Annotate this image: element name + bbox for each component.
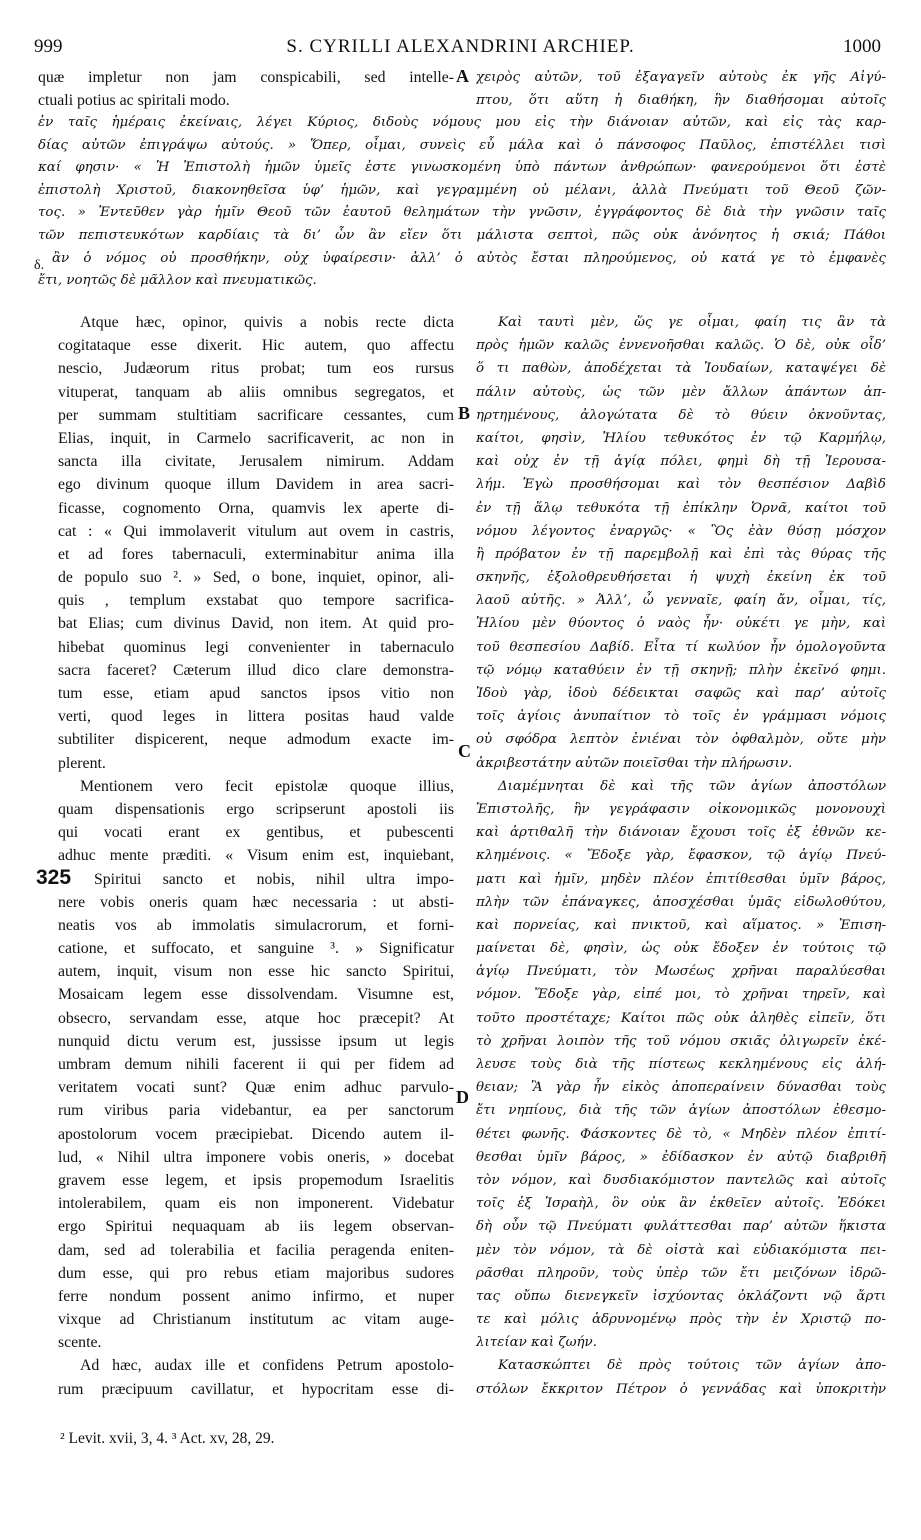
text-line: ηρτημένους, ἀλογώτατα δὲ τὸ θύειν ὀκνοῦντας, (476, 407, 886, 423)
text-line: στόλων ἔκκριτον Πέτρον ὁ γεννάδας καὶ ὑποκριτὴν (476, 1381, 886, 1397)
text-line: ἀκριβεστάτην αὐτῶν ποιεῖσθαι τὴν πλήρωσιν. (476, 755, 793, 771)
text-line: et ad fores tabernaculi, exterminabitur anima illa (58, 545, 454, 563)
text-line: τοῖς ἁγίοις ἀνυπαίτιον τὸ τοῖς ἐν γράμμασι νόμοις (476, 709, 886, 725)
text-line: Ἐπιστολῆς, ἣν γεγράφασιν οἰκονομικῶς μονονουχὶ (476, 801, 886, 817)
text-line: θειαν; Ἃ γὰρ ἦν εἰκὸς ἀποπεραίνειν δύνασθαι τοὺς (476, 1080, 886, 1096)
text-line: hibebat quominus legi convenienter in tabernaculo (58, 638, 454, 656)
text-line: Καὶ ταυτὶ μὲν, ὥς γε οἶμαι, φαίη τις ἂν τὰ (498, 315, 886, 330)
text-line: quis , templum exstabat quo tempore sacrifica- (58, 592, 454, 610)
footnotes: ² Levit. xvii, 3, 4. ³ Act. xv, 28, 29. (60, 1430, 275, 1447)
greek-column (476, 311, 886, 1401)
text-line: quæ impletur non jam conspicabili, sed intelle- (38, 69, 454, 86)
text-line: rum viribus paria videbantur, ea per sanctorum (58, 1102, 454, 1120)
text-line: rum præcipuum cavillatur, et hypocritam esse di- (58, 1380, 454, 1398)
text-line: ficasse, cognomento Orna, quamvis lex aperte di- (58, 499, 454, 517)
text-line: gravem esse legem, et ipsis propemodum Israelitis (58, 1171, 454, 1189)
text-line: vixque ad Christianum institutum ac vitam auge- (58, 1311, 454, 1329)
text-line: sacra faceret? Cæterum illud dico clare demonstra- (58, 661, 454, 679)
text-line: autem, inquit, visum non esse hic sancto Spiritui, (58, 963, 454, 981)
text-line: οὐ σφόδρα λεπτὸν ἐνιέναι τὸν ὀφθαλμὸν, οὔτε μὴν (476, 732, 886, 748)
text-line: dam, sed ad tolerabilia et facilia peragenda eniten- (58, 1241, 454, 1259)
text-line: θεσθαι ὑμῖν βάρος, » ἐδίδασκον ἐν αὐτῷ διαβριθῆ (476, 1149, 886, 1165)
text-line: ὅ τι παθὼν, ἀποδέχεται τὰ Ἰουδαίων, καταψέγει δὲ (476, 361, 886, 377)
text-line: τὸ χρῆναι λοιπὸν τῆς τοῦ νόμου σκιᾶς ὀλιγωρεῖν ἐκέ- (476, 1033, 886, 1049)
text-line: nescio, Judæorum ritus probat; tum eos rursus (58, 360, 454, 378)
text-line: μὲν τὸν νόμον, τὰ δὲ οἰστὰ καὶ εὐδιακόμιστα πει- (476, 1242, 886, 1258)
text-line: ἂν ὁ νόμος οὐ προσθήκην, οὐχ ὑφαίρεσιν· ἀλλ’ ὁ αὐτὸς ἔσται πληρούμενος, οὐ κατά γε τὸ ἐμφανὲς (52, 250, 886, 266)
text-line: qui vocati erant ex gentibus, et pubescenti (58, 824, 454, 842)
text-line: καὶ οὐχ ἐν τῇ ἁγίᾳ πόλει, φημὶ δὴ τῇ Ἱερουσα- (476, 454, 886, 470)
marginal-number: 325 (36, 866, 72, 889)
text-line: δίας αὐτῶν ἐπιγράψω αὐτούς. » Ὅπερ, οἶμαι, συνεὶς εὖ μάλα καὶ ὁ πάνσοφος Παῦλος, ἐπιστέλλει τισὶ (38, 137, 886, 153)
text-line: χειρὸς αὐτῶν, τοῦ ἐξαγαγεῖν αὐτοὺς ἐκ γῆς Αἰγύ- (476, 70, 886, 85)
text-line: Ad hæc, audax ille et confidens Petrum apostolo- (80, 1357, 454, 1375)
text-line: καίτοι, φησὶν, Ἠλίου τεθυκότος ἐν τῷ Καρμήλῳ, (476, 430, 886, 446)
text-line: umbram demum nihili facerent ii qui per fidem ad (58, 1056, 454, 1073)
text-line: intolerabilem, quam eis non imponerent. Videbatur (58, 1195, 454, 1213)
text-line: bat Elias; cum divinus David, non item. At quid pro- (58, 615, 454, 633)
margin-marker-a: A (456, 66, 469, 86)
text-line: per summam stultitiam sacrificare cessantes, cum (58, 406, 454, 424)
text-line: τῶν πεπιστευκότων καρδίαις τὰ δι’ ὧν ἂν εἴεν ὅτι μάλιστα σεπτοὶ, πῶς οὐκ ἀνόνητος ἡ σκιά; Πάθοι (38, 227, 886, 243)
text-line: δὴ οὖν τῷ Πνεύματι φυλάττεσθαι παρ’ αὐτῶν ἥκιστα (476, 1219, 886, 1235)
full-width-greek (38, 112, 886, 293)
text-line: κλημένοις. « Ἔδοξε γὰρ, ἔφασκον, τῷ ἁγίῳ Πνεύ- (476, 848, 886, 864)
text-line: τῷ νόμῳ καταθύειν ἐν τῇ σκηνῇ; πλὴν ἐκεῖνό φημι. (476, 662, 886, 678)
text-line: σκηνῆς, ἐξολοθρευθήσεται ἡ ψυχὴ ἐκείνη ἐκ τοῦ (476, 570, 886, 586)
text-line: ἔτι, νοητῶς δὲ μᾶλλον καὶ πνευματικῶς. (38, 273, 317, 289)
text-line: τος. » Ἐντεῦθεν γὰρ ἡμῖν Θεοῦ τῶν ἑαυτοῦ θελημάτων τὴν γνῶσιν, ἐγγράφοντος δὲ διὰ τὴν γνῶσιν ταῖς (38, 205, 886, 221)
text-line: nunquid dictu verum est, jussisse ipsum ut legis (58, 1032, 454, 1050)
text-line: Elias, inquit, in Carmelo sacrificaverit, ac non in (58, 429, 454, 447)
text-line: ἐν τῇ ἅλῳ τεθυκότα τῇ ἐπίκλην Ὀρνᾶ, καίτοι τοῦ (476, 500, 886, 516)
text-line: tum esse, etiam apud sanctos ipsos vitio non (58, 685, 454, 702)
text-line: ἁγίῳ Πνεύματι, τὸν Μωσέως χρῆναι παραλύεσθαι (476, 964, 886, 980)
text-line: sancta illa civitate, Jerusalem nimirum. Addam (58, 453, 454, 471)
text-line: apostolorum vocem præcipiebat. Dicendo autem il- (58, 1125, 454, 1143)
text-line: ἐπιστολὴ Χριστοῦ, διακονηθεῖσα ὑφ’ ἡμῶν, καὶ γεγραμμένη οὐ μέλανι, ἀλλὰ Πνεύματι τοῦ Θεοῦ ζῶν- (38, 182, 886, 198)
text-line: plerent. (58, 754, 106, 772)
text-line: τε καὶ μόλις ἁδρυνομένῳ πρὸς τὴν ἐν Χριστῷ πο- (476, 1312, 886, 1328)
text-line: καί φησιν· « Ἡ Ἐπιστολὴ ἡμῶν ὑμεῖς ἐστε γινωσκομένη ὑπὸ πάντων ἀνθρώπων· φανερούμενοι ὅτι ἐστὲ (38, 160, 886, 176)
text-line: ματι καὶ ἡμῖν, μηδὲν πλέον ἐπιτίθεσθαι ὑμῖν βάρος, (476, 871, 886, 887)
text-line: καὶ πορνείας, καὶ πνικτοῦ, καὶ αἵματος. » Ἐπιση- (476, 917, 886, 933)
text-line: ferre nondum possent animo infirmo, et nuper (58, 1287, 454, 1305)
text-line: Mentionem vero fecit epistolæ quoque illius, (80, 777, 454, 795)
text-line: μαίνεται δὲ, φησὶν, ὡς οὐκ ἔδοξεν ἐν τούτοις τῷ (476, 941, 886, 957)
text-line: subtiliter dispicerent, neque admodum exacte im- (58, 731, 454, 749)
text-line: lud, « Nihil ultra imponere vobis oneris, » docebat (58, 1148, 454, 1166)
text-line: verti, quod leges in littera positas haud valde (58, 708, 454, 726)
margin-marker-b: B (458, 403, 471, 423)
text-line: λήμ. Ἐγὼ προσθήσομαι καὶ τὸν θεσπέσιον Δαβὶδ (476, 477, 886, 493)
text-line: ego divinum quoque illum Davidem in area sacri- (58, 476, 454, 494)
text-line: ἢ πρόβατον ἐν τῇ παρεμβολῇ καὶ ἐπὶ τὰς θύρας τῆς (476, 546, 886, 562)
text-line: καὶ ἀρτιθαλῆ τὴν διάνοιαν ἔχουσι τοῖς ἐξ ἐθνῶν κε- (476, 825, 886, 841)
text-line: Κατασκώπτει δὲ πρὸς τούτοις τῶν ἁγίων ἀπο- (498, 1358, 886, 1374)
text-line: Ἠλίου μὲν θύοντος ὁ ναὸς ἦν· οὐκέτι γε μὴν, καὶ (476, 616, 886, 632)
text-line: Ἰδοὺ γὰρ, ἰδοὺ δέδεικται σαφῶς καὶ παρ’ αὐτοῖς (476, 686, 886, 701)
page-number-right: 1000 (843, 36, 881, 57)
text-line: Spiritui sancto et nobis, nihil ultra impo- (94, 870, 454, 888)
text-line: τὸν νόμον, καὶ δυσδιακόμιστον παντελῶς καὶ αὐτοῖς (476, 1172, 886, 1188)
page-number-left: 999 (34, 36, 63, 57)
text-line: cat : « Qui immolaverit vitulum aut ovem in castris, (58, 522, 454, 540)
top-greek-lines (476, 66, 886, 112)
top-latin-lines (38, 66, 454, 112)
margin-marker-d: D (456, 1087, 469, 1107)
running-title: S. CYRILLI ALEXANDRINI ARCHIEP. (286, 36, 635, 57)
text-line: cogitataque esse dixerit. Hic autem, quo affectu (58, 337, 454, 355)
text-line: de populo suo ². » Sed, o bone, inquiet, opinor, ali- (58, 569, 454, 587)
text-line: πάλιν αὐτοὺς, ὡς τῶν μὲν ἄλλων ἁπάντων ἀπ- (476, 384, 886, 400)
text-line: τας οὔπω διενεγκεῖν ἰσχύοντας ὀκλάζοντι νῷ ἄρτι (476, 1288, 886, 1304)
latin-column (58, 311, 454, 1401)
text-line: πρὸς ἡμῶν καλῶς ἐννενοῆσθαι καλῶς. Ὁ δὲ, οὐκ οἶδ’ (476, 338, 886, 354)
margin-marker-c: C (458, 741, 471, 761)
text-line: νόμου λέγοντος ἐναργῶς· « Ὃς ἐὰν θύσῃ μόσχον (476, 523, 886, 539)
text-line: νόμον. Ἔδοξε γὰρ, εἰπέ μοι, τὸ χρῆναι τηρεῖν, καὶ (476, 987, 886, 1003)
text-line: Atque hæc, opinor, quivis a nobis recte dicta (80, 314, 454, 331)
page-header (0, 36, 921, 62)
text-line: dum esse, qui pro rebus etiam majoribus sudores (58, 1264, 454, 1282)
text-line: πλὴν τῶν ἐπάναγκες, ἀποσχέσθαι ὑμᾶς εἰδωλοθύτου, (476, 894, 886, 910)
text-line: adhuc mente præditi. « Visum enim est, inquiebant, (58, 847, 454, 865)
text-line: ctuali potius ac spiritali modo. (38, 92, 230, 110)
text-line: Διαμέμνηται δὲ καὶ τῆς τῶν ἁγίων ἀποστόλων (498, 778, 886, 794)
text-line: catione, et suffocato, et sanguine ³. » Significatur (58, 940, 454, 958)
text-line: scente. (58, 1334, 102, 1352)
text-line: ρᾶσθαι πληροῦν, τοὺς ὑπὲρ τῶν ἔτι μειζόνων ἱδρῶ- (476, 1265, 886, 1281)
margin-marker-delta: δ. (34, 258, 45, 273)
text-line: Mosaicam legem esse dissolvendam. Visumne est, (58, 986, 454, 1004)
text-line: πτου, ὅτι αὕτη ἡ διαθήκη, ἣν διαθήσομαι αὐτοῖς (476, 93, 886, 109)
text-line: τοῖς ἐξ Ἰσραὴλ, ὃν οὐκ ἂν ἐκθεῖεν αὐτοῖς. Ἐδόκει (476, 1196, 886, 1212)
text-line: λιτείαν καὶ ζωήν. (476, 1335, 597, 1351)
text-line: veritatem vocati sunt? Quæ enim adhuc parvulo- (58, 1079, 454, 1097)
text-line: quam dispensationis ergo scripserunt apostoli iis (58, 800, 454, 818)
text-line: λευσε τοὺς διὰ τῆς πίστεως κεκλημένους εἰς ἀλή- (476, 1057, 886, 1072)
text-line: neatis vos ab immolatis simulacrorum, et forni- (58, 916, 454, 934)
text-line: τοῦ θεσπεσίου Δαβίδ. Εἶτα τί κωλύον ἦν ὁμολογοῦντα (476, 639, 886, 655)
text-line: λαοῦ αὐτῆς. » Ἀλλ’, ὦ γενναῖε, φαίη ἄν, οἶμαι, τίς, (476, 593, 886, 609)
text-line: ἐν ταῖς ἡμέραις ἐκείναις, λέγει Κύριος, διδοὺς νόμους μου εἰς τὴν διάνοιαν αὐτῶν, καὶ εἰς τὰς καρ- (38, 115, 886, 130)
text-line: obsecro, servandam esse, atque hoc præcepit? At (58, 1009, 454, 1027)
text-line: τοῦτο προστέταχε; Καίτοι πῶς οὐκ ἀληθὲς εἰπεῖν, ὅτι (476, 1010, 886, 1026)
text-line: vituperat, tanquam ab aliis omnibus segregatos, et (58, 383, 454, 401)
text-line: θέτει φωνῆς. Φάσκοντες δὲ τὸ, « Μηδὲν πλέον ἐπιτί- (476, 1126, 886, 1142)
text-line: ergo Spiritui nequaquam ab iis legem observan- (58, 1218, 454, 1236)
text-line: ἔτι νηπίους, διὰ τῆς τῶν ἁγίων ἀποστόλων ἐθεσμο- (476, 1103, 886, 1119)
text-line: nere vobis oneris quam hæc necessaria : ut absti- (58, 893, 454, 911)
